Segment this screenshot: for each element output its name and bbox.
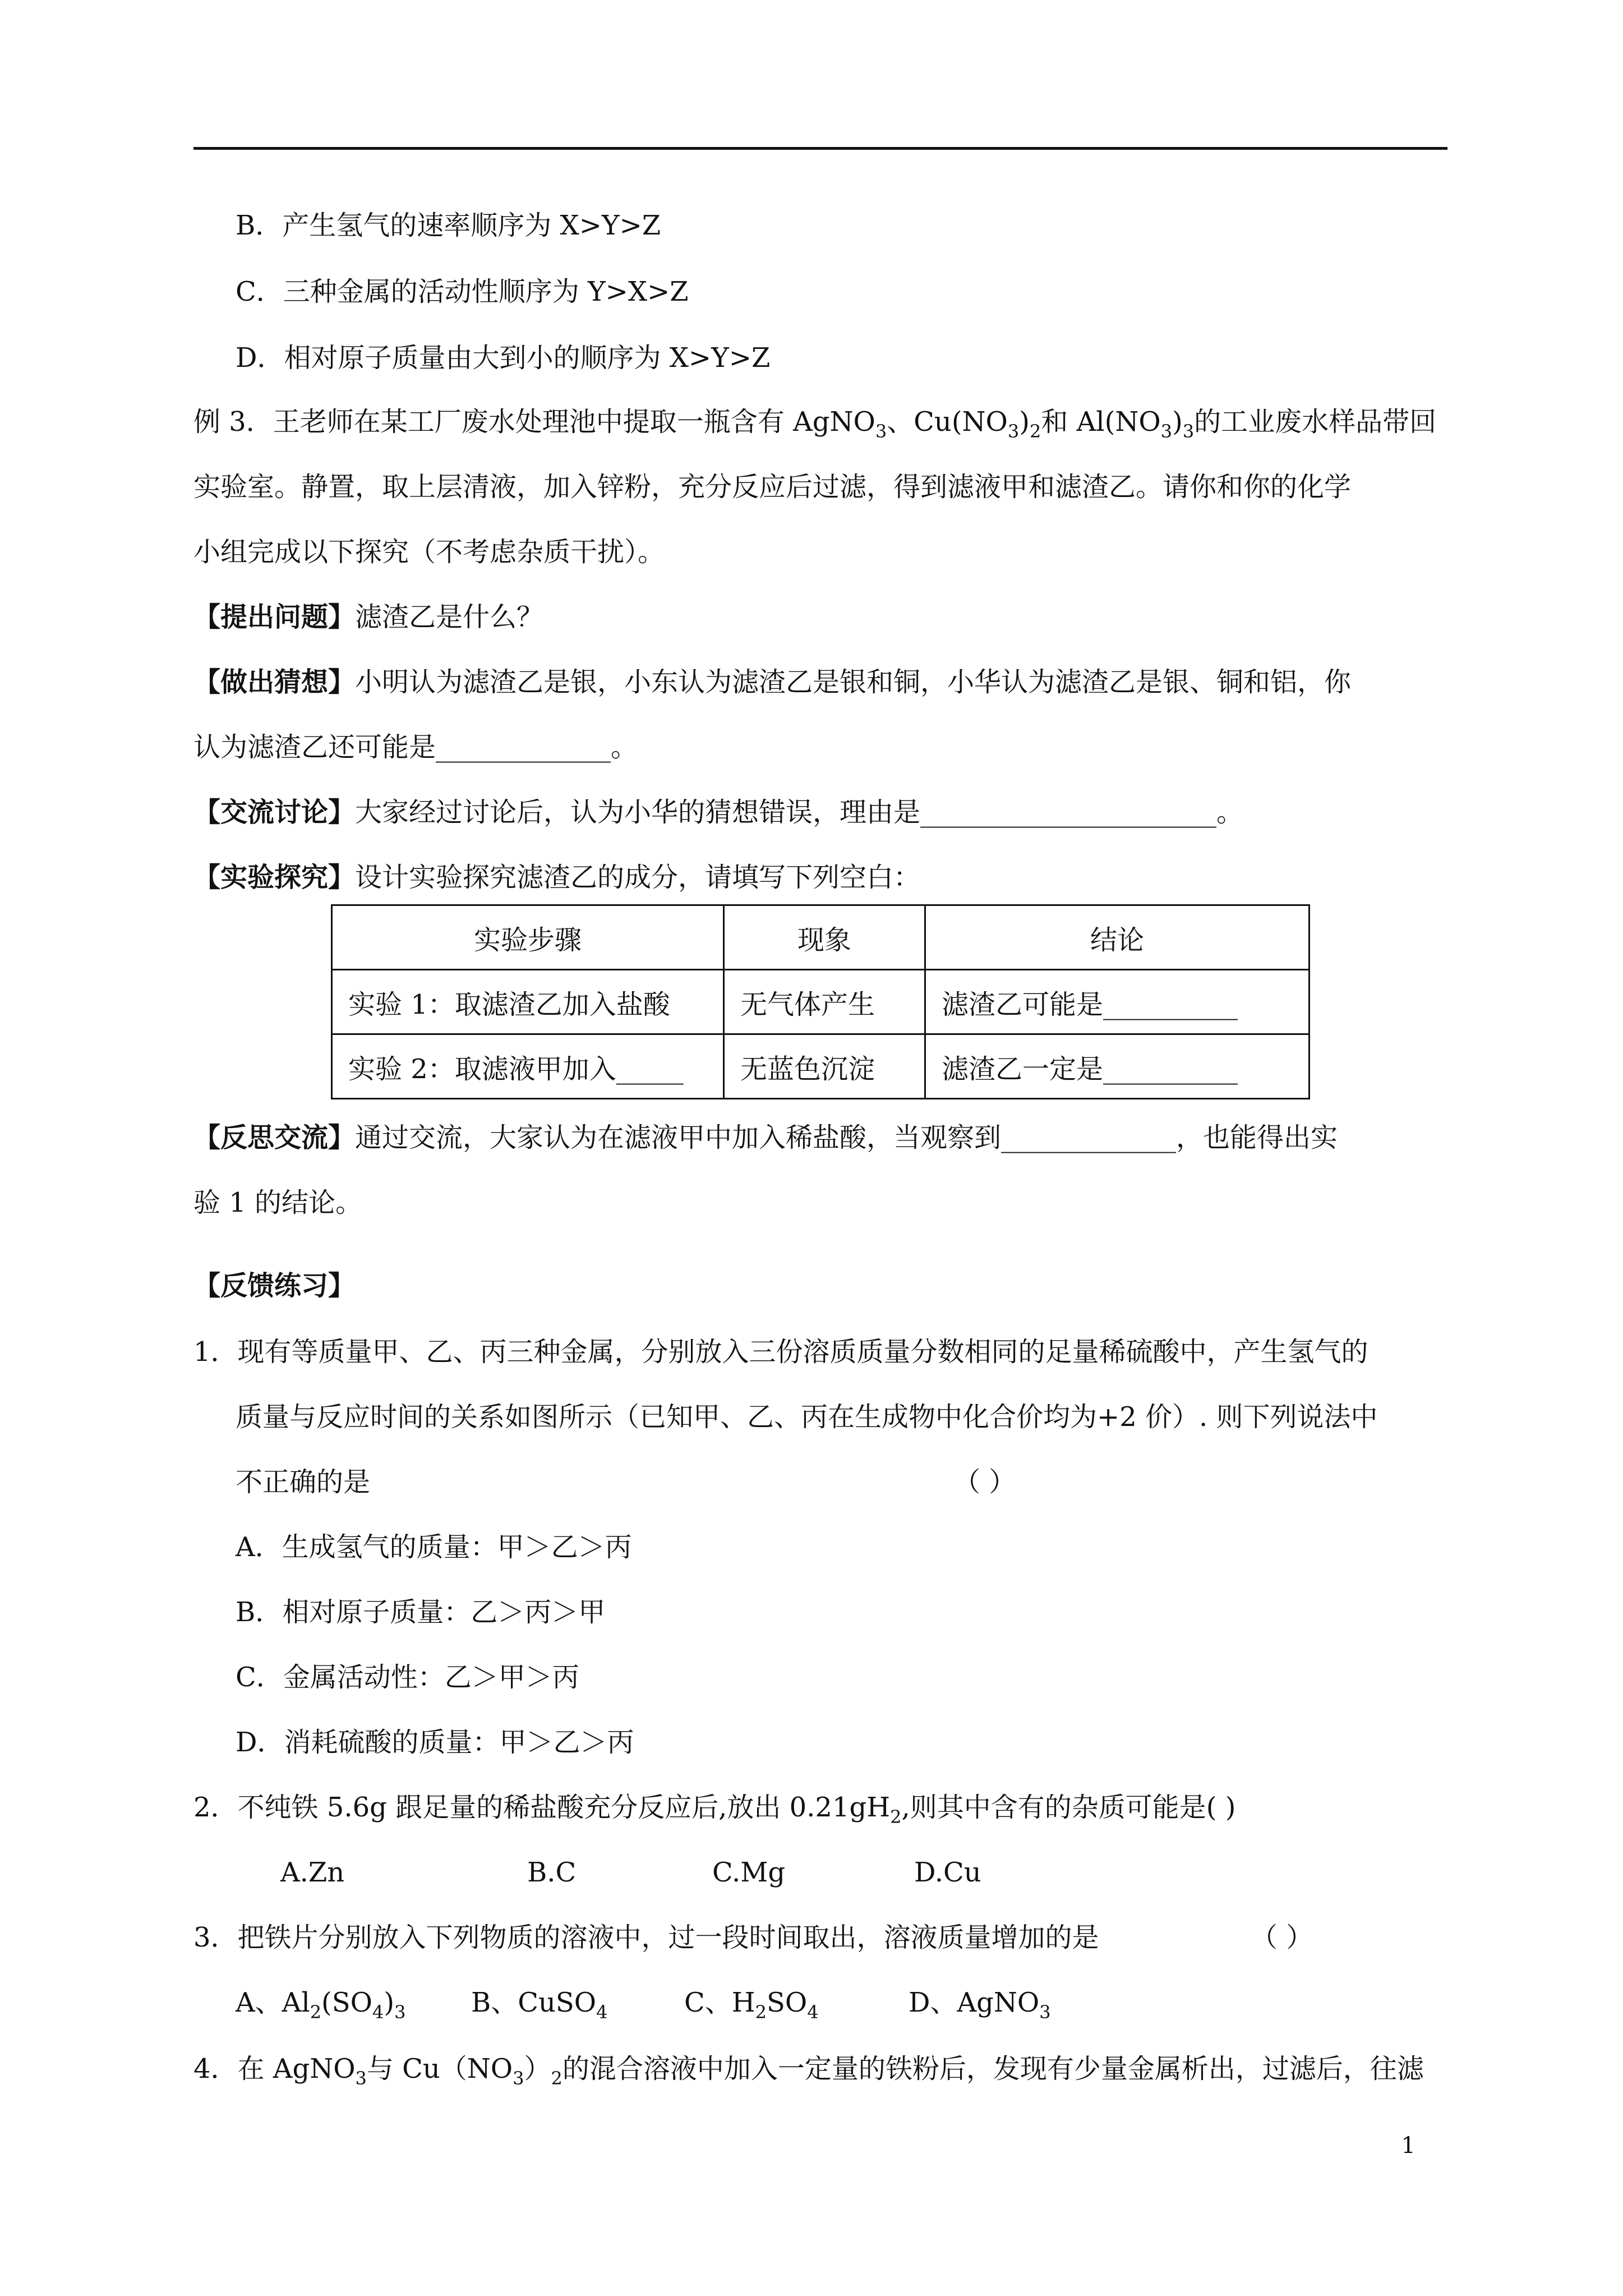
experiment-table bbox=[331, 904, 1310, 1099]
reflection-line2: 验 1 的结论。 bbox=[193, 1187, 363, 1218]
q1-line2: 质量与反应时间的关系如图所示（已知甲、乙、丙在生成物中化合价均为+2 价）. 则下列说法中 bbox=[236, 1401, 1378, 1433]
q1-line1: 1．现有等质量甲、乙、丙三种金属，分别放入三份溶质质量分数相同的足量稀硫酸中，产生氢气的 bbox=[193, 1336, 1368, 1368]
discussion-line: 【交流讨论】大家经过讨论后，认为小华的猜想错误，理由是______________________。 bbox=[193, 797, 1244, 828]
table-cell: 滤渣乙可能是__________ bbox=[925, 970, 1310, 1034]
q3-option-a: A、$Al_2(SO_4)_3$ bbox=[236, 1987, 406, 2023]
table-header-row bbox=[332, 905, 1310, 970]
q1-option-d: D．消耗硫酸的质量：甲＞乙＞丙 bbox=[236, 1727, 634, 1758]
option-d: D．相对原子质量由大到小的顺序为 X>Y>Z bbox=[236, 342, 771, 374]
table-cell: 滤渣乙一定是__________ bbox=[925, 1034, 1310, 1099]
table-cell: 无蓝色沉淀 bbox=[724, 1034, 925, 1099]
q1-option-b: B．相对原子质量：乙＞丙＞甲 bbox=[236, 1596, 606, 1628]
table-row bbox=[332, 1034, 1310, 1099]
table-row bbox=[332, 970, 1310, 1034]
q1-answer-paren: （ ） bbox=[953, 1466, 1016, 1498]
guess-line1: 【做出猜想】小明认为滤渣乙是银，小东认为滤渣乙是银和铜，小华认为滤渣乙是银、铜和铝，你 bbox=[193, 666, 1352, 698]
table-header: 结论 bbox=[925, 905, 1310, 970]
q1-line3: 不正确的是 bbox=[236, 1466, 371, 1498]
option-b: B．产生氢气的速率顺序为 X>Y>Z bbox=[236, 210, 661, 241]
q2-option-c: C.Mg bbox=[712, 1857, 786, 1888]
q3-option-b: B、CuSO$_4$ bbox=[471, 1987, 608, 2023]
table-cell: 实验 1：取滤渣乙加入盐酸 bbox=[332, 970, 724, 1034]
table-cell: 无气体产生 bbox=[724, 970, 925, 1034]
question-line: 【提出问题】滤渣乙是什么？ bbox=[193, 601, 544, 633]
q3-line1: 3．把铁片分别放入下列物质的溶液中，过一段时间取出，溶液质量增加的是 bbox=[193, 1922, 1099, 1953]
table-header: 现象 bbox=[724, 905, 925, 970]
experiment-line: 【实验探究】设计实验探究滤渣乙的成分，请填写下列空白： bbox=[193, 862, 921, 893]
example3-line1: 例 3．王老师在某工厂废水处理池中提取一瓶含有 AgNO$_3$、$Cu(NO_3)_2$和 $Al(NO_3)_3$的工业废水样品带回 bbox=[193, 406, 1437, 442]
page-number: 1 bbox=[1401, 2133, 1415, 2159]
feedback-heading: 【反馈练习】 bbox=[193, 1270, 356, 1301]
q2-option-d: D.Cu bbox=[914, 1857, 981, 1888]
q3-option-c: C、$H_2SO_4$ bbox=[684, 1987, 819, 2023]
q3-answer-paren: （ ） bbox=[1251, 1922, 1313, 1953]
q1-option-a: A．生成氢气的质量：甲＞乙＞丙 bbox=[236, 1531, 632, 1563]
q2-line1: 2．不纯铁 5.6g 跟足量的稀盐酸充分反应后,放出 $0.21gH_2$,则其中含有的杂质可能是( ) bbox=[193, 1792, 1236, 1828]
table-header: 实验步骤 bbox=[332, 905, 724, 970]
guess-line2: 认为滤渣乙还可能是_____________。 bbox=[193, 731, 638, 763]
q4-line1: 4．在 AgNO$_3$与 $Cu(NO_3)_2$的混合溶液中加入一定量的铁粉后，发现有少量金属析出，过滤后，往滤 bbox=[193, 2053, 1424, 2089]
q2-option-b: B.C bbox=[527, 1857, 577, 1888]
table-cell: 实验 2：取滤液甲加入_____ bbox=[332, 1034, 724, 1099]
example3-line2: 实验室。静置，取上层清液，加入锌粉，充分反应后过滤，得到滤液甲和滤渣乙。请你和你的化学 bbox=[193, 471, 1352, 503]
option-c: C．三种金属的活动性顺序为 Y>X>Z bbox=[236, 276, 689, 307]
q2-option-a: A.Zn bbox=[280, 1857, 345, 1888]
example3-line3: 小组完成以下探究（不考虑杂质干扰）。 bbox=[193, 536, 665, 568]
q3-option-d: D、AgNO$_3$ bbox=[909, 1987, 1051, 2023]
reflection-line1: 【反思交流】通过交流，大家认为在滤液甲中加入稀盐酸，当观察到_____________，也能得出实 bbox=[193, 1122, 1338, 1153]
header-rule bbox=[193, 147, 1447, 150]
q1-option-c: C．金属活动性：乙＞甲＞丙 bbox=[236, 1662, 579, 1693]
